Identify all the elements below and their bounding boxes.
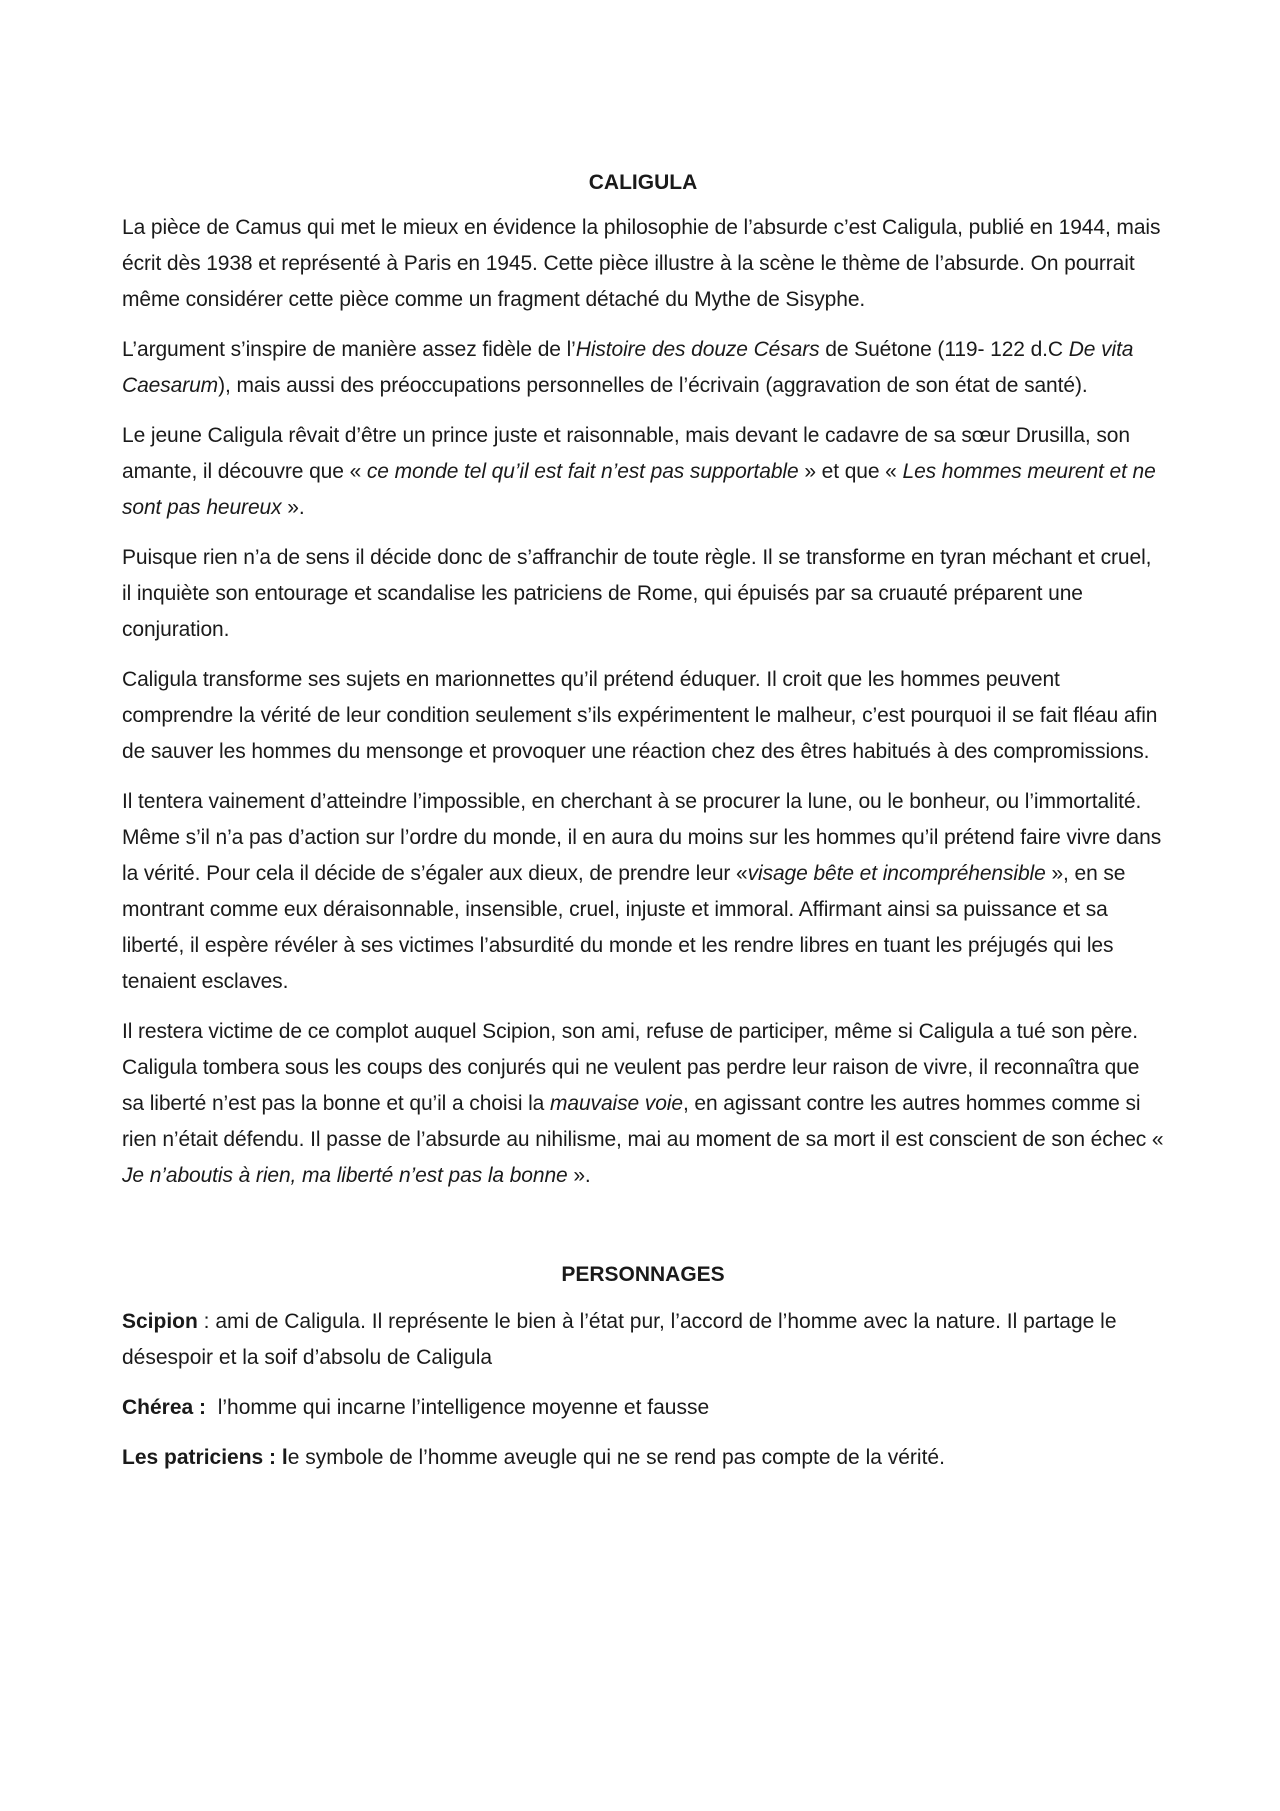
text-run: La pièce de Camus qui met le mieux en évidence la philosophie de l’absurde c’est Caligula, publié en 1944, mais écrit dès 1938 et représenté à Paris en 1945. Cette pièce illustre à la scène le thème de l’absurde. On pourrait même considérer cette pièce comme un fragment détaché du Mythe de Sisyphe. — [122, 216, 1161, 311]
text-run: Il restera victime de ce complot auquel Scipion, son ami, refuse de participer, même si Caligula a tué son père. Caligula tombera sous les coups des conjurés qui ne veulent pas perdre leur raison de vivre, il reconnaîtra que sa liberté n’est pas la bonne et qu’il a choisi la — [122, 1020, 1140, 1115]
character-entry — [122, 1390, 1164, 1426]
italic-text: Je n’aboutis à rien, ma liberté n’est pas la bonne — [122, 1164, 568, 1187]
text-run: Puisque rien n’a de sens il décide donc de s’affranchir de toute règle. Il se transforme en tyran méchant et cruel, il inquiète son entourage et scandalise les patriciens de Rome, qui épuisés par sa cruauté préparent une conjuration. — [122, 546, 1152, 641]
character-separator: : — [197, 1310, 216, 1333]
character-entry — [122, 1304, 1164, 1376]
italic-text: visage bête et incompréhensible — [747, 862, 1046, 885]
text-run: ». — [281, 496, 305, 519]
text-run: , en agissant contre les autres hommes comme si rien n’était défendu. Il passe de l’absurde au nihilisme, mai au moment de sa mort il est conscient de son échec « — [122, 1092, 1164, 1151]
character-name: Scipion — [122, 1310, 198, 1333]
characters-list — [122, 1304, 1164, 1476]
character-description: l’homme qui incarne l’intelligence moyenne et fausse — [217, 1396, 710, 1419]
text-run: Le jeune Caligula rêvait d’être un prince juste et raisonnable, mais devant le cadavre de sa sœur Drusilla, son amante, il découvre que « — [122, 424, 1130, 483]
character-entry — [122, 1440, 1164, 1476]
section-gap — [122, 1208, 1164, 1262]
character-separator — [206, 1396, 218, 1419]
text-run: de Suétone (119- 122 d.C — [819, 338, 1069, 361]
text-run: L’argument s’inspire de manière assez fidèle de l’ — [122, 338, 576, 361]
characters-title: PERSONNAGES — [561, 1263, 725, 1286]
body-text — [122, 210, 1164, 1194]
paragraph — [122, 332, 1164, 404]
text-run: », en se montrant comme eux déraisonnable, insensible, cruel, injuste et immoral. Affirmant ainsi sa puissance et sa liberté, il espère révéler à ses victimes l’absurdité du monde et les rendre libres en tuant les préjugés qui les tenaient esclaves. — [122, 862, 1126, 993]
text-run: ». — [567, 1164, 591, 1187]
italic-text: mauvaise voie — [550, 1092, 683, 1115]
document-page — [122, 170, 1164, 1490]
character-description: ami de Caligula. Il représente le bien à l’état pur, l’accord de l’homme avec la nature. Il partage le désespoir et la soif d’absolu de Caligula — [122, 1310, 1117, 1369]
character-name: Les patriciens : l — [122, 1446, 288, 1469]
italic-text: Les hommes meurent et ne sont pas heureux — [122, 460, 1156, 519]
italic-text: De vita Caesarum — [122, 338, 1134, 397]
italic-text: ce monde tel qu’il est fait n’est pas supportable — [366, 460, 799, 483]
character-name: Chérea : — [122, 1396, 207, 1419]
text-run: Caligula transforme ses sujets en marionnettes qu’il prétend éduquer. Il croit que les hommes peuvent comprendre la vérité de leur condition seulement s’ils expérimentent le malheur, c’est pourquoi il se fait fléau afin de sauver les hommes du mensonge et provoquer une réaction chez des êtres habitués à des compromissions. — [122, 668, 1158, 763]
paragraph — [122, 784, 1164, 1000]
text-run: ), mais aussi des préoccupations personnelles de l’écrivain (aggravation de son état de santé). — [218, 374, 1088, 397]
paragraph — [122, 1014, 1164, 1194]
paragraph — [122, 418, 1164, 526]
document-title: CALIGULA — [588, 171, 698, 194]
text-run: » et que « — [798, 460, 903, 483]
paragraph — [122, 662, 1164, 770]
italic-text: Histoire des douze Césars — [575, 338, 820, 361]
paragraph — [122, 210, 1164, 318]
character-description: e symbole de l’homme aveugle qui ne se rend pas compte de la vérité. — [287, 1446, 945, 1469]
text-run: Il tentera vainement d’atteindre l’impossible, en cherchant à se procurer la lune, ou le bonheur, ou l’immortalité. Même s’il n’a pas d’action sur l’ordre du monde, il en aura du moins sur les hommes qu’il prétend faire vivre dans la vérité. Pour cela il décide de s’égaler aux dieux, de prendre leur « — [122, 790, 1162, 885]
paragraph — [122, 540, 1164, 648]
